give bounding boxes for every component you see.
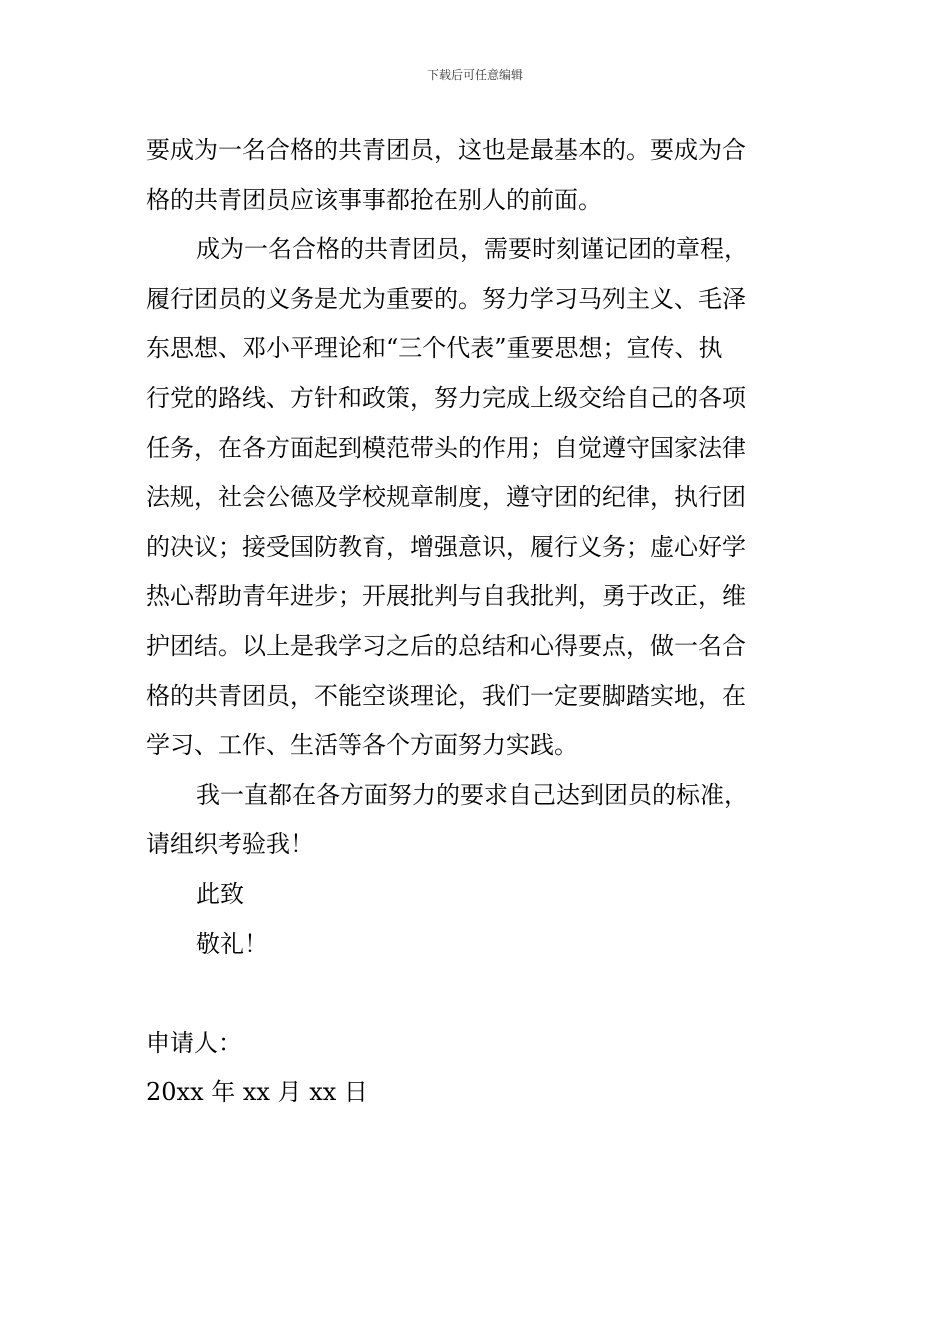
body-line: 法规，社会公德及学校规章制度，遵守团的纪律，执行团 bbox=[146, 483, 746, 512]
body-line: 我一直都在各方面努力的要求自己达到团员的标准， bbox=[196, 780, 748, 809]
body-line: 热心帮助青年进步；开展批判与自我批判，勇于改正，维 bbox=[146, 582, 746, 611]
body-line: 要成为一名合格的共青团员，这也是最基本的。要成为合 bbox=[146, 136, 746, 164]
body-line: 任务，在各方面起到模范带头的作用；自觉遵守国家法律 bbox=[146, 433, 746, 462]
signature-date: 20xx 年 xx 月 xx 日 bbox=[146, 1078, 368, 1107]
closing-regards: 敬礼！ bbox=[196, 929, 268, 958]
body-line: 格的共青团员应该事事都抢在别人的前面。 bbox=[146, 185, 602, 214]
body-line: 成为一名合格的共青团员，需要时刻谨记团的章程， bbox=[196, 235, 748, 264]
body-line: 履行团员的义务是尤为重要的。努力学习马列主义、毛泽 bbox=[146, 284, 746, 313]
spacer bbox=[146, 969, 810, 1019]
body-line: 请组织考验我！ bbox=[146, 830, 314, 859]
body-line: 格的共青团员，不能空谈理论，我们一定要脚踏实地，在 bbox=[146, 681, 746, 710]
body-line: 行党的路线、方针和政策，努力完成上级交给自己的各项 bbox=[146, 383, 746, 412]
body-line: 东思想、邓小平理论和“三个代表”重要思想；宣传、执 bbox=[146, 334, 723, 363]
body-line: 学习、工作、生活等各个方面努力实践。 bbox=[146, 731, 578, 760]
applicant-label: 申请人： bbox=[146, 1028, 242, 1057]
page-header-note: 下载后可任意编辑 bbox=[426, 68, 523, 82]
closing-salutation: 此致 bbox=[196, 879, 244, 908]
body-line: 的决议；接受国防教育，增强意识，履行义务；虚心好学 bbox=[146, 532, 746, 561]
document-body bbox=[146, 126, 810, 1118]
body-line: 护团结。以上是我学习之后的总结和心得要点，做一名合 bbox=[146, 631, 746, 660]
